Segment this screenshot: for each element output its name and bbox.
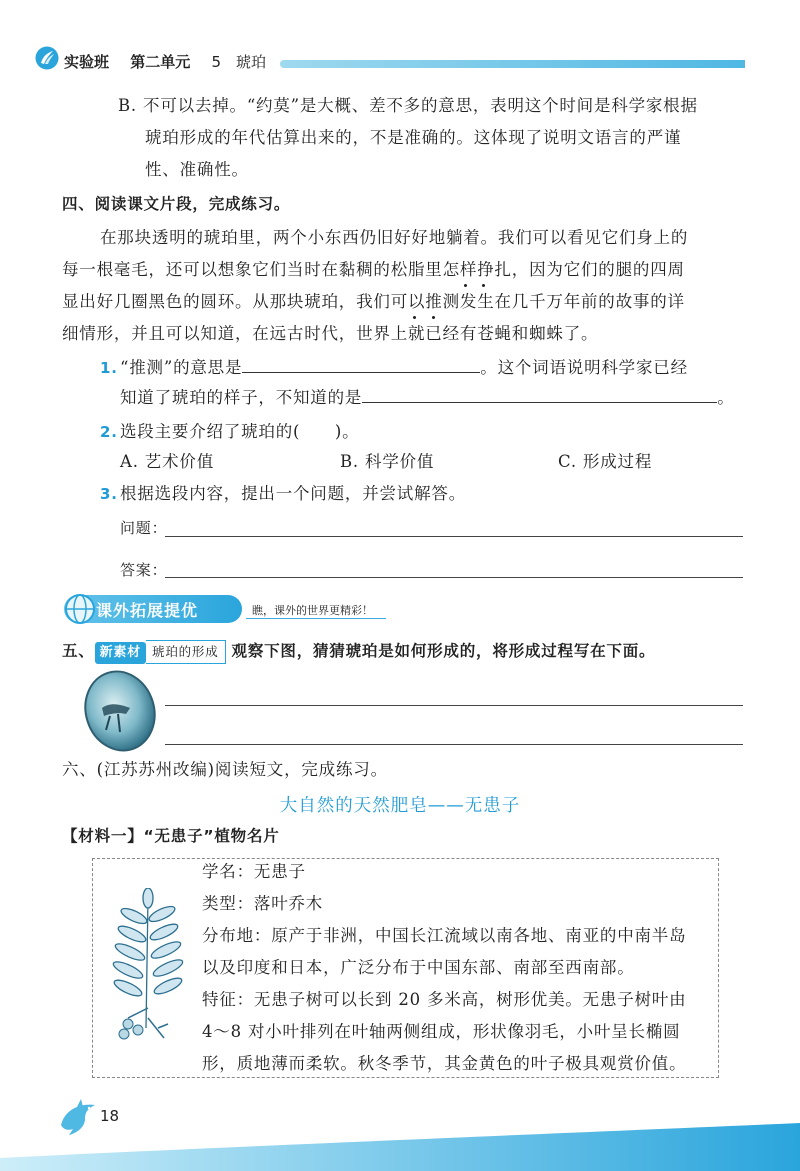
header-bar <box>280 60 745 68</box>
globe-icon <box>64 593 96 625</box>
running-header <box>64 51 282 72</box>
article-title: 大自然的天然肥皂——无患子 <box>279 796 521 816</box>
answer-blank[interactable] <box>362 388 717 403</box>
question-number: 2. <box>100 423 118 441</box>
answer-write-line[interactable] <box>165 577 743 578</box>
answer-b-line-3: 性、准确性。 <box>145 160 249 179</box>
option-b[interactable]: B. 科学价值 <box>340 452 435 471</box>
write-line-2[interactable] <box>165 744 743 745</box>
question-number: 3. <box>100 485 118 503</box>
passage-line-3: 显出好几圈黑色的圆环。从那块琥珀，我们可以推测发生在几千万年前的故事的详 <box>62 292 685 311</box>
question-1-line-2: 知道了琥珀的样子，不知道的是 。 <box>120 388 735 407</box>
unit-name: 第二单元 <box>130 53 191 71</box>
footer-wave <box>0 1118 800 1171</box>
question-2: 2. 选段主要介绍了琥珀的( )。 <box>100 422 360 441</box>
passage-line-1: 在那块透明的琥珀里，两个小东西仍旧好好地躺着。我们可以看见它们身上的 <box>100 228 689 247</box>
section-5-heading: 五、 新素材 琥珀的形成 观察下图，猜猜琥珀是如何形成的，将形成过程写在下面。 <box>62 640 655 664</box>
card-line-2: 类型：落叶乔木 <box>202 894 324 913</box>
question-3: 3. 根据选段内容，提出一个问题，并尝试解答。 <box>100 484 466 503</box>
option-a[interactable]: A. 艺术价值 <box>120 452 215 471</box>
lesson-name: 5 琥珀 <box>211 53 267 71</box>
passage-line-2: 每一根毫毛，还可以想象它们当时在黏稠的松脂里怎样挣扎，因为它们的腿的四周 <box>62 260 685 279</box>
write-line-1[interactable] <box>165 705 743 706</box>
amber-fossil-image <box>80 668 160 754</box>
new-material-tag: 新素材 <box>95 642 146 664</box>
card-line-3: 分布地：原产于非洲，中国长江流域以南各地、南亚的中南半岛 <box>202 926 687 945</box>
material-1-heading: 【材料一】“无患子”植物名片 <box>62 827 280 845</box>
question-1: 1. “推测”的意思是 。这个词语说明科学家已经 <box>100 358 688 377</box>
answer-blank[interactable] <box>242 358 480 373</box>
dolphin-icon <box>55 1095 100 1140</box>
emphasis-dot <box>413 316 416 319</box>
card-line-6: 4～8 对小叶排列在叶轴两侧组成，形状像羽毛，小叶呈长椭圆 <box>202 1022 681 1041</box>
answer-b-line-2: 琥珀形成的年代估算出来的，不是准确的。这体现了说明文语言的严谨 <box>145 128 682 147</box>
banner-underline <box>246 618 386 619</box>
card-line-7: 形，质地薄而柔软。秋冬季节，其金黄色的叶子极具观赏价值。 <box>202 1054 687 1073</box>
question-number: 1. <box>100 359 118 377</box>
page-number: 18 <box>100 1107 120 1125</box>
topic-tag: 琥珀的形成 <box>146 640 226 664</box>
emphasis-dot <box>464 284 467 287</box>
emphasis-dot <box>432 316 435 319</box>
book-logo-icon <box>35 46 59 70</box>
series-name: 实验班 <box>64 53 110 71</box>
option-c[interactable]: C. 形成过程 <box>558 452 653 471</box>
answer-b-line-1: B. 不可以去掉。“约莫”是大概、差不多的意思，表明这个时间是科学家根据 <box>118 96 698 115</box>
section-4-heading: 四、阅读课文片段，完成练习。 <box>62 195 291 213</box>
question-label: 问题： <box>120 519 168 537</box>
banner-title: 课外拓展提优 <box>96 601 199 620</box>
card-line-1: 学名：无患子 <box>202 862 306 881</box>
card-line-5: 特征：无患子树可以长到 20 多米高，树形优美。无患子树叶由 <box>202 990 687 1009</box>
passage-line-4: 细情形，并且可以知道，在远古时代，世界上就已经有苍蝇和蜘蛛了。 <box>62 324 599 343</box>
question-write-line[interactable] <box>165 536 743 537</box>
section-6-heading: 六、(江苏苏州改编)阅读短文，完成练习。 <box>62 760 388 779</box>
card-line-4: 以及印度和日本，广泛分布于中国东部、南部至西南部。 <box>202 958 635 977</box>
banner-slogan: 瞧，课外的世界更精彩！ <box>252 604 373 617</box>
answer-label: 答案： <box>120 561 168 579</box>
soapberry-branch-image <box>98 888 193 1048</box>
emphasis-dot <box>482 284 485 287</box>
